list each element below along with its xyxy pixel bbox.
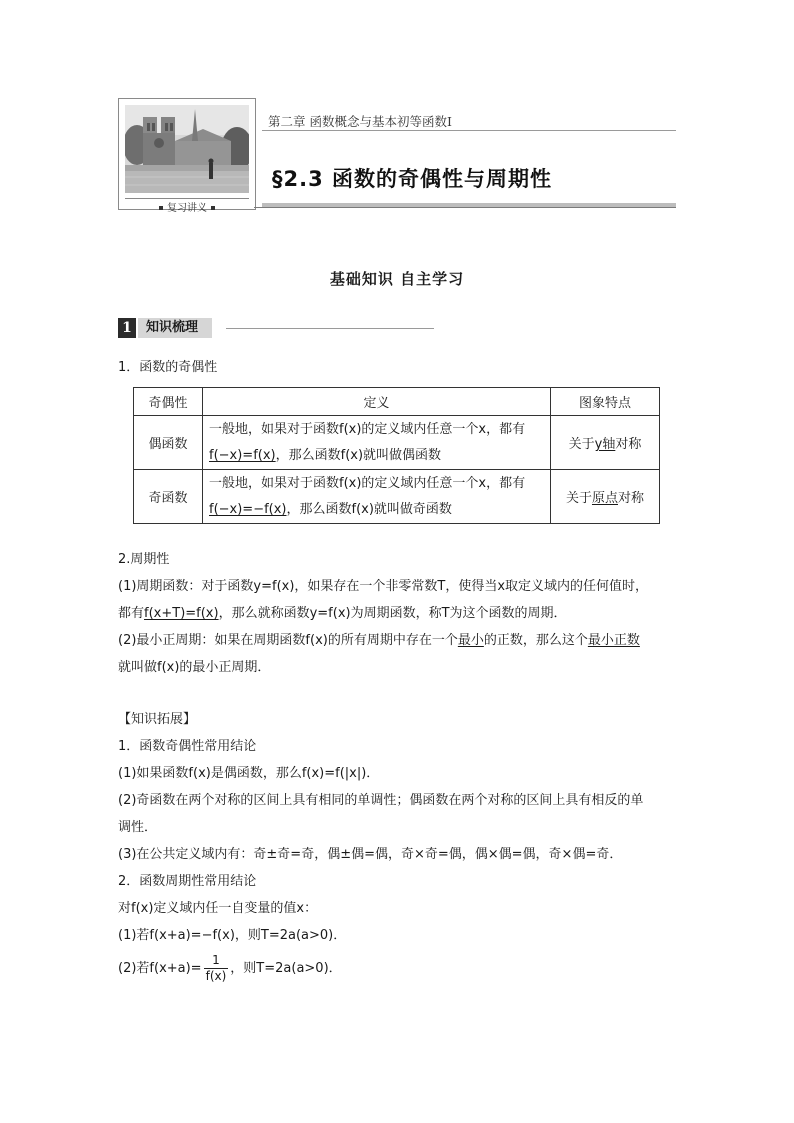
main-heading: 基础知识 自主学习 <box>329 270 465 288</box>
feature-key: 原点 <box>591 491 618 506</box>
even-name-cell: 偶函数 <box>134 416 203 470</box>
header-photo-frame <box>118 98 256 214</box>
period-section <box>118 546 688 681</box>
period-p1-line1: (1)周期函数：对于函数y=f(x)，如果存在一个非零常数T，使得当x取定义域内的任何值时， <box>118 579 649 594</box>
text-span: 的正数，那么这个 <box>483 633 588 648</box>
extension-line: 调性． <box>118 820 158 835</box>
fraction <box>204 953 229 984</box>
underlined-term: 最小正数 <box>587 633 640 648</box>
header-cell: 图象特点 <box>551 388 660 416</box>
even-def-rest: ，那么函数f(x)就叫做偶函数 <box>275 447 442 463</box>
feature-post: 对称 <box>615 437 642 452</box>
cathedral-photo <box>125 105 249 193</box>
section-tag-label: 知识梳理 <box>138 318 212 338</box>
odd-def-formula: f(−x)=−f(x) <box>209 501 287 517</box>
extension-line: (1)若f(x+a)=−f(x)，则T=2a(a>0)． <box>118 928 347 943</box>
underlined-term: 最小 <box>457 633 484 648</box>
section-tag-rule <box>226 328 434 329</box>
section-number-badge: 1 <box>118 318 136 338</box>
even-def-line1: 一般地，如果对于函数f(x)的定义域内任意一个x，都有 <box>209 421 526 437</box>
extension-line: 1．函数奇偶性常用结论 <box>118 739 257 754</box>
extension-line: (2)奇函数在两个对称的区间上具有相同的单调性；偶函数在两个对称的区间上具有相反的单 <box>118 793 644 808</box>
period-title: 2.周期性 <box>118 552 170 567</box>
extension-section <box>118 706 688 989</box>
text-span: (2)最小正周期：如果在周期函数f(x)的所有周期中存在一个 <box>118 633 458 648</box>
caption-text: 复习讲义 <box>167 203 207 214</box>
table-row <box>134 470 660 524</box>
cathedral-image <box>125 105 249 193</box>
title-underline-rule <box>254 207 676 208</box>
period-p2-line2: 就叫做f(x)的最小正周期． <box>118 660 271 675</box>
parity-table <box>133 387 660 524</box>
text-span: 都有 <box>118 606 145 621</box>
feature-post: 对称 <box>618 491 645 506</box>
bullet-square-icon <box>211 206 215 210</box>
feature-pre: 关于 <box>568 437 595 452</box>
odd-name-cell: 奇函数 <box>134 470 203 524</box>
extension-line-fraction <box>118 949 688 989</box>
text-span: ，那么就称函数y=f(x)为周期函数，称T为这个函数的周期． <box>218 606 567 621</box>
extension-title: 【知识拓展】 <box>118 712 197 727</box>
bullet-square-icon <box>159 206 163 210</box>
period-p1-line2 <box>118 600 688 627</box>
text-span: (2)若f(x+a)= <box>118 961 202 976</box>
table-header-row <box>134 388 660 416</box>
extension-line: 对f(x)定义域内任一自变量的值x： <box>118 901 318 916</box>
chapter-label: 第二章 函数概念与基本初等函数Ⅰ <box>268 114 452 129</box>
feature-key: y轴 <box>594 437 616 452</box>
header-cell: 定义 <box>203 388 551 416</box>
extension-line: (3)在公共定义域内有：奇±奇=奇，偶±偶=偶，奇×奇=偶，偶×偶=偶，奇×偶=奇． <box>118 847 623 862</box>
even-feature-cell <box>551 416 660 470</box>
period-p2-line1 <box>118 627 688 654</box>
extension-line: 2．函数周期性常用结论 <box>118 874 257 889</box>
parity-title: 1．函数的奇偶性 <box>118 360 218 375</box>
even-def-formula: f(−x)=f(x) <box>209 447 276 463</box>
odd-def-rest: ，那么函数f(x)就叫做奇函数 <box>286 501 452 517</box>
fraction-denominator: f(x) <box>205 969 227 983</box>
table-row <box>134 416 660 470</box>
even-definition-cell <box>203 416 551 470</box>
photo-caption <box>119 199 255 214</box>
fraction-numerator: 1 <box>212 953 220 967</box>
chapter-divider <box>262 130 676 131</box>
feature-pre: 关于 <box>565 491 592 506</box>
odd-definition-cell <box>203 470 551 524</box>
period-formula: f(x+T)=f(x) <box>144 606 219 621</box>
odd-feature-cell <box>551 470 660 524</box>
text-span: ，则T=2a(a>0)． <box>230 961 342 976</box>
section-title: §2.3 函数的奇偶性与周期性 <box>272 167 553 191</box>
header-cell: 奇偶性 <box>134 388 203 416</box>
odd-def-line1: 一般地，如果对于函数f(x)的定义域内任意一个x，都有 <box>209 475 526 491</box>
extension-line: (1)如果函数f(x)是偶函数，那么f(x)=f(|x|)． <box>118 766 380 781</box>
